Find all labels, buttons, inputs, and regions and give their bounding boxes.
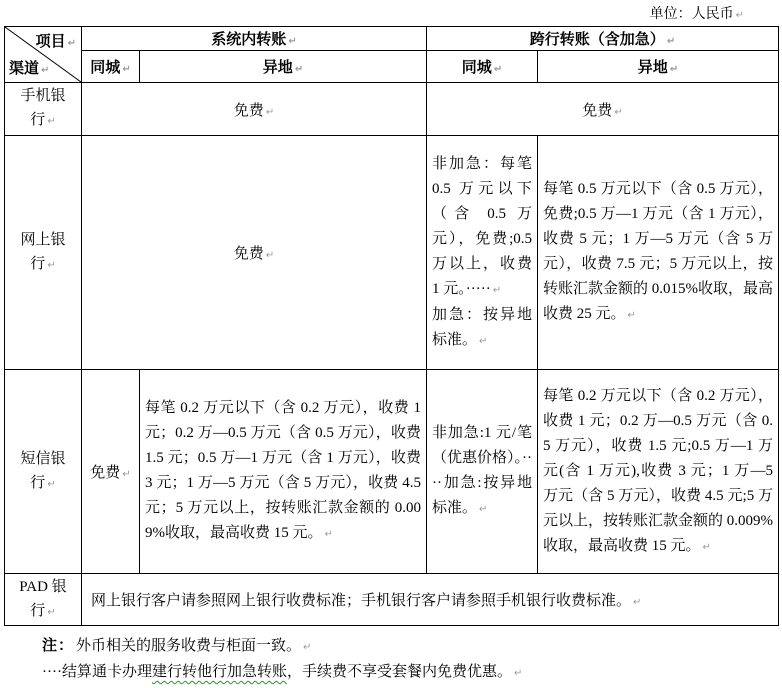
- footnote-2-text-end: ，手续费不享受套餐内免费优惠。 ↵: [287, 664, 522, 680]
- header-system-transfer: [82, 27, 427, 51]
- cell-sms-cross-local-fee: [427, 370, 538, 574]
- mobile-banking-label: 手机银行 ↵: [20, 88, 65, 128]
- corner-label-channel: 渠道 ↵: [9, 57, 49, 78]
- cell-online-cross-local-fee: [427, 136, 538, 370]
- header-system-transfer-label: 系统内转账 ↵: [211, 32, 296, 48]
- footnote-2-text-grammar-underline: 建行转他行加急转账: [152, 664, 288, 680]
- footnote-2-marker: ····: [42, 664, 62, 680]
- footnote-1-prefix: 注：: [42, 638, 75, 654]
- header-system-local-label: 同城 ↵: [90, 60, 130, 76]
- online-cross-local-nonurgent-text: 非加急：每笔 0.5 万元以下（含 0.5 万元），免费;0.5 万以上，收费 1 元。····· ↵: [432, 152, 532, 303]
- header-cross-transfer: [427, 27, 779, 51]
- online-cross-remote-fee-text: 每笔 0.5 万元以下（含 0.5 万元），免费;0.5 万—1 万元（含 1 万元），收费 5 元；1 万—5 万元（含 5 万元），收费 7.5 元；5 万元以上，按转账汇款金额的 0.015%收取，最高收费 25 元。 ↵: [543, 181, 773, 322]
- online-system-fee-text: 免费 ↵: [234, 246, 274, 262]
- cell-pad-label: [5, 574, 82, 626]
- footnote-1: [42, 634, 778, 660]
- header-system-remote: [140, 51, 427, 83]
- cell-online-system-fee: [82, 136, 427, 370]
- sms-system-local-fee-text: 免费 ↵: [90, 465, 130, 481]
- header-system-remote-label: 异地 ↵: [263, 60, 303, 76]
- unit-label: 单位：人民币 ↵: [4, 3, 778, 26]
- cell-mobile-cross-fee: [427, 83, 779, 136]
- corner-cell: [5, 27, 82, 83]
- pad-banking-label: PAD 银行 ↵: [19, 579, 66, 619]
- cell-sms-system-remote-fee: [140, 370, 427, 574]
- sms-banking-label: 短信银行 ↵: [20, 451, 65, 491]
- corner-label-item: 项目 ↵: [36, 30, 76, 51]
- header-cross-remote: [538, 51, 779, 83]
- header-cross-local-label: 同城 ↵: [462, 60, 502, 76]
- row-pad-banking: [5, 574, 779, 626]
- footnote-2-text-start: 结算通卡办理: [61, 664, 152, 680]
- footnote-2: [42, 660, 778, 686]
- online-cross-local-urgent-text: 加急：按异地标准。 ↵: [432, 303, 532, 354]
- cell-online-label: [5, 136, 82, 370]
- pad-content-text: 网上银行客户请参照网上银行收费标准；手机银行客户请参照手机银行收费标准。 ↵: [91, 593, 641, 609]
- cell-sms-label: [5, 370, 82, 574]
- sms-cross-local-fee-text: 非加急:1 元/笔（优惠价格）。····加急:按异地标准。 ↵: [432, 425, 532, 516]
- cell-mobile-system-fee: [82, 83, 427, 136]
- footnotes: [4, 626, 778, 686]
- online-banking-label: 网上银行 ↵: [20, 232, 65, 272]
- mobile-cross-fee-text: 免费 ↵: [582, 103, 622, 119]
- cell-sms-system-local-fee: [82, 370, 140, 574]
- sms-system-remote-fee-text: 每笔 0.2 万元以下（含 0.2 万元），收费 1 元；0.2 万—0.5 万元（含 0.5 万元），收费 1.5 元；0.5 万—1 万元（含 1 万元），收费 3 元；1 万—5 万元（含 5 万元），收费 4.5 元；5 万元以上，按转账汇款金额的 0.009%收取，最高收费 15 元。 ↵: [145, 400, 421, 541]
- header-row-groups: [5, 27, 779, 51]
- cell-sms-cross-remote-fee: [538, 370, 779, 574]
- transfer-fee-table: [4, 26, 779, 626]
- row-mobile-banking: [5, 83, 779, 136]
- header-system-local: [82, 51, 140, 83]
- header-cross-transfer-label: 跨行转账（含加急） ↵: [530, 32, 675, 48]
- cell-pad-content: [82, 574, 779, 626]
- mobile-system-fee-text: 免费 ↵: [234, 103, 274, 119]
- cell-mobile-label: [5, 83, 82, 136]
- header-row-sub: [5, 51, 779, 83]
- footnote-1-text: 外币相关的服务收费与柜面一致。 ↵: [76, 638, 311, 654]
- header-cross-remote-label: 异地 ↵: [638, 60, 678, 76]
- header-cross-local: [427, 51, 538, 83]
- row-online-banking: [5, 136, 779, 370]
- row-sms-banking: [5, 370, 779, 574]
- sms-cross-remote-fee-text: 每笔 0.2 万元以下（含 0.2 万元），收费 1 元；0.2 万—0.5 万元（含 0.5 万元），收费 1.5 元;0.5 万—1 万元(含 1 万元),收费 3 元；1 万—5 万元（含 5 万元），收费 4.5 元;5 万元以上，按转账汇款金额的 0.009%收取，最高收费 15 元。 ↵: [543, 388, 773, 554]
- cell-online-cross-remote-fee: [538, 136, 779, 370]
